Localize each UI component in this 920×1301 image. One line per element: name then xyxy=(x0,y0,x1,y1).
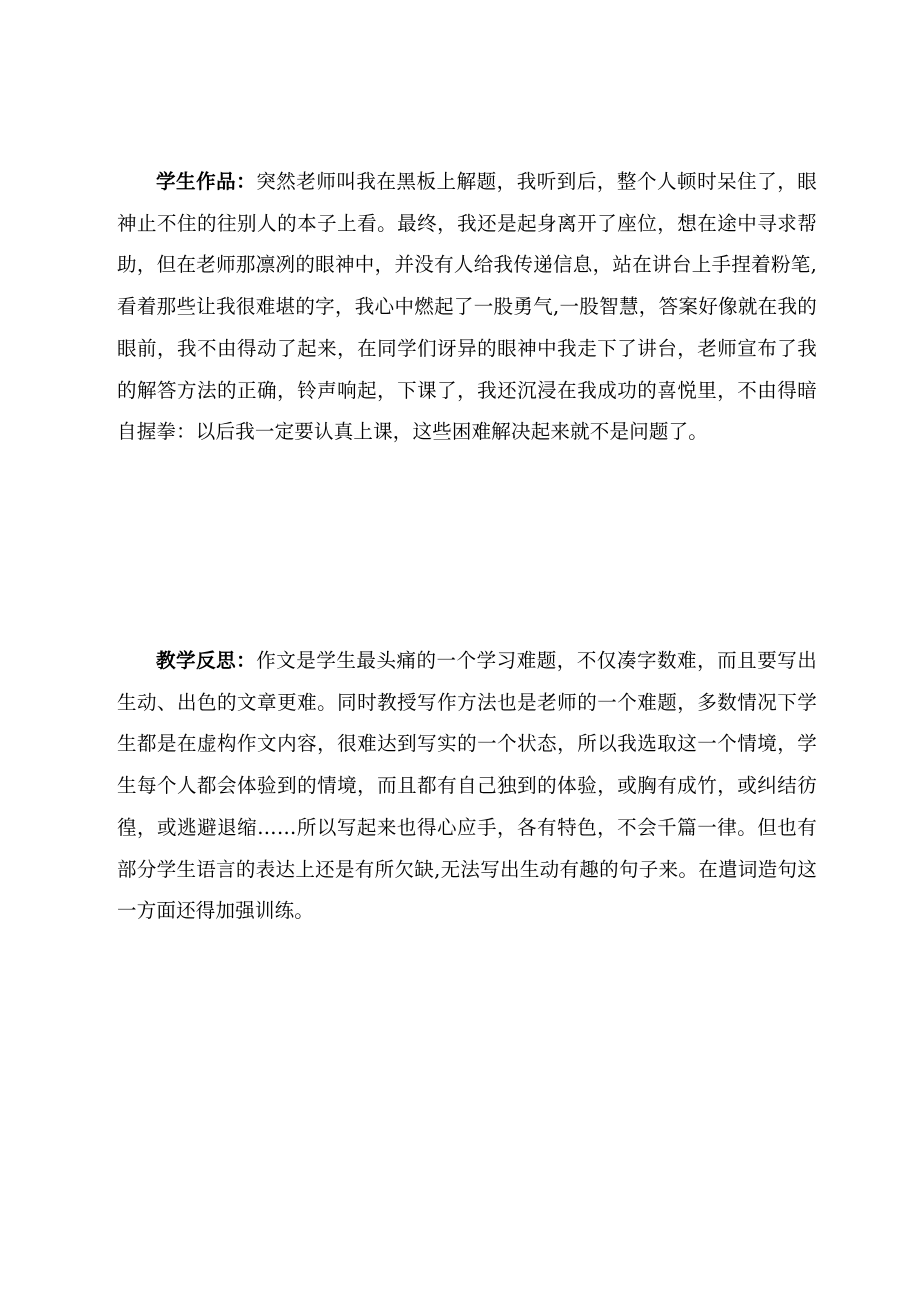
student-work-text: 突然老师叫我在黑板上解题，我听到后，整个人顿时呆住了，眼神止不住的往别人的本子上看。最终，我还是起身离开了座位，想在途中寻求帮助，但在老师那凛冽的眼神中，并没有人给我传递信息，站在讲台上手捏着粉笔,看着那些让我很难堪的字，我心中燃起了一股勇气,一股智慧，答案好像就在我的眼前，我不由得动了起来，在同学们讶异的眼神中我走下了讲台，老师宣布了我的解答方法的正确，铃声响起，下课了，我还沉浸在我成功的喜悦里，不由得暗自握拳：以后我一定要认真上课，这些困难解决起来就不是问题了。 xyxy=(117,170,817,444)
teaching-reflection-label: 教学反思： xyxy=(156,649,257,672)
teaching-reflection-paragraph xyxy=(117,640,817,932)
teaching-reflection-text: 作文是学生最头痛的一个学习难题，不仅凑字数难，而且要写出生动、出色的文章更难。同时教授写作方法也是老师的一个难题，多数情况下学生都是在虚构作文内容，很难达到写实的一个状态，所以我选取这一个情境，学生每个人都会体验到的情境，而且都有自己独到的体验，或胸有成竹，或纠结彷徨，或逃避退缩……所以写起来也得心应手，各有特色，不会千篇一律。但也有部分学生语言的表达上还是有所欠缺,无法写出生动有趣的句子来。在遣词造句这一方面还得加强训练。 xyxy=(117,649,817,923)
student-work-paragraph xyxy=(117,161,817,453)
student-work-label: 学生作品： xyxy=(156,170,257,193)
